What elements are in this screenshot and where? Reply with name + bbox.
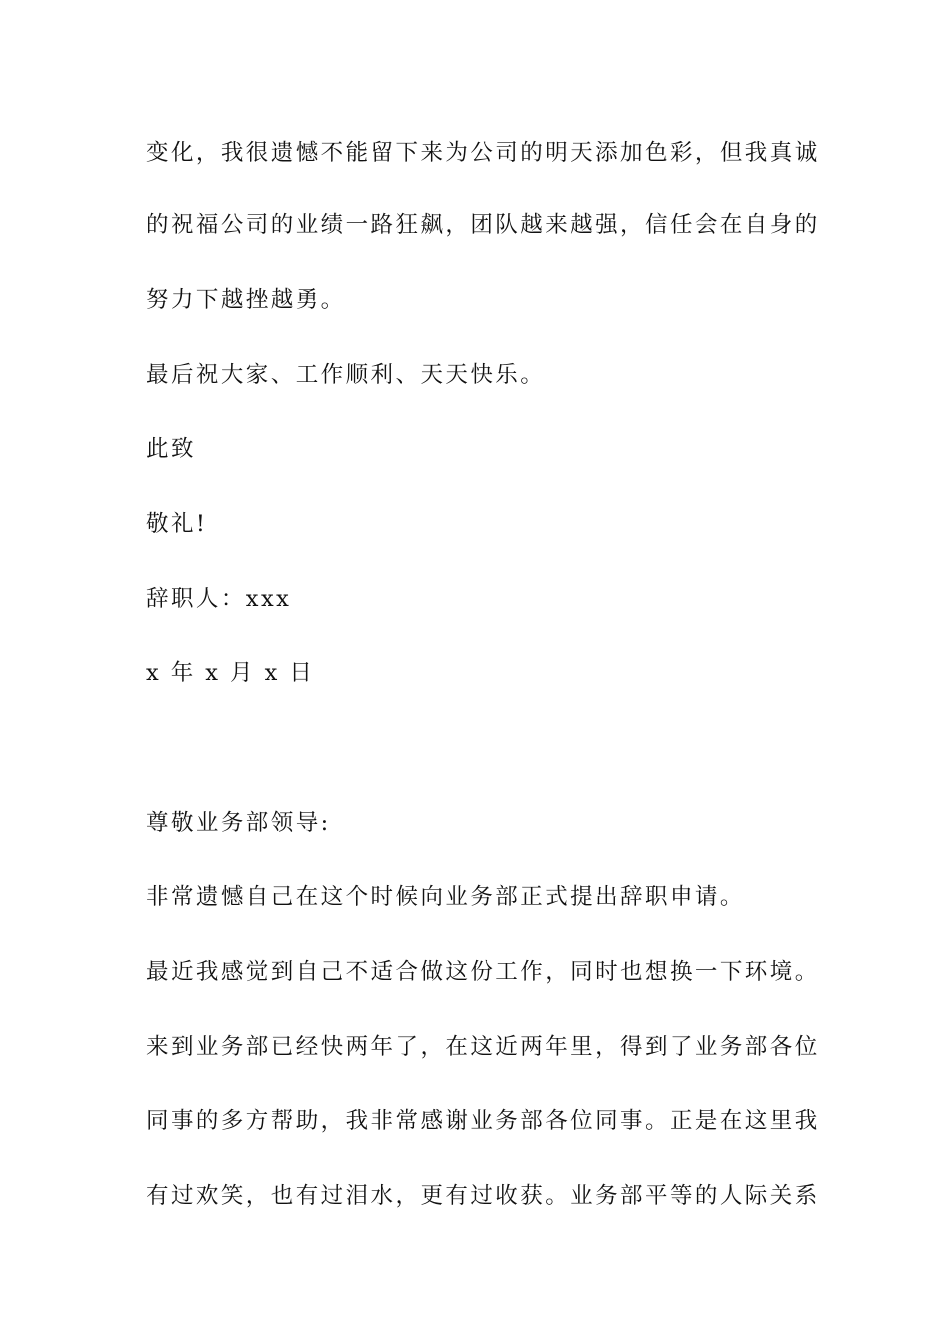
paragraph: 非常遗憾自己在这个时候向业务部正式提出辞职申请。: [146, 884, 745, 910]
paragraph-line: 努力下越挫越勇。: [146, 287, 346, 313]
paragraph-line: 变化，我很遗憾不能留下来为公司的明天添加色彩，但我真诚: [146, 140, 820, 166]
closing-wish: 最后祝大家、工作顺利、天天快乐。: [146, 362, 546, 388]
paragraph-line: 的祝福公司的业绩一路狂飙，团队越来越强，信任会在自身的: [146, 212, 820, 238]
salutation-line-1: 此致: [146, 436, 196, 462]
paragraph-line: 有过欢笑，也有过泪水，更有过收获。业务部平等的人际关系: [146, 1183, 820, 1209]
greeting: 尊敬业务部领导:: [146, 810, 331, 836]
date: x 年 x 月 x 日: [146, 660, 315, 686]
paragraph-line: 来到业务部已经快两年了，在这近两年里，得到了业务部各位: [146, 1034, 820, 1060]
signature: 辞职人：xxx: [146, 586, 292, 612]
paragraph-line: 同事的多方帮助，我非常感谢业务部各位同事。正是在这里我: [146, 1108, 820, 1134]
paragraph: 最近我感觉到自己不适合做这份工作，同时也想换一下环境。: [146, 959, 820, 985]
salutation-line-2: 敬礼!: [146, 511, 208, 537]
